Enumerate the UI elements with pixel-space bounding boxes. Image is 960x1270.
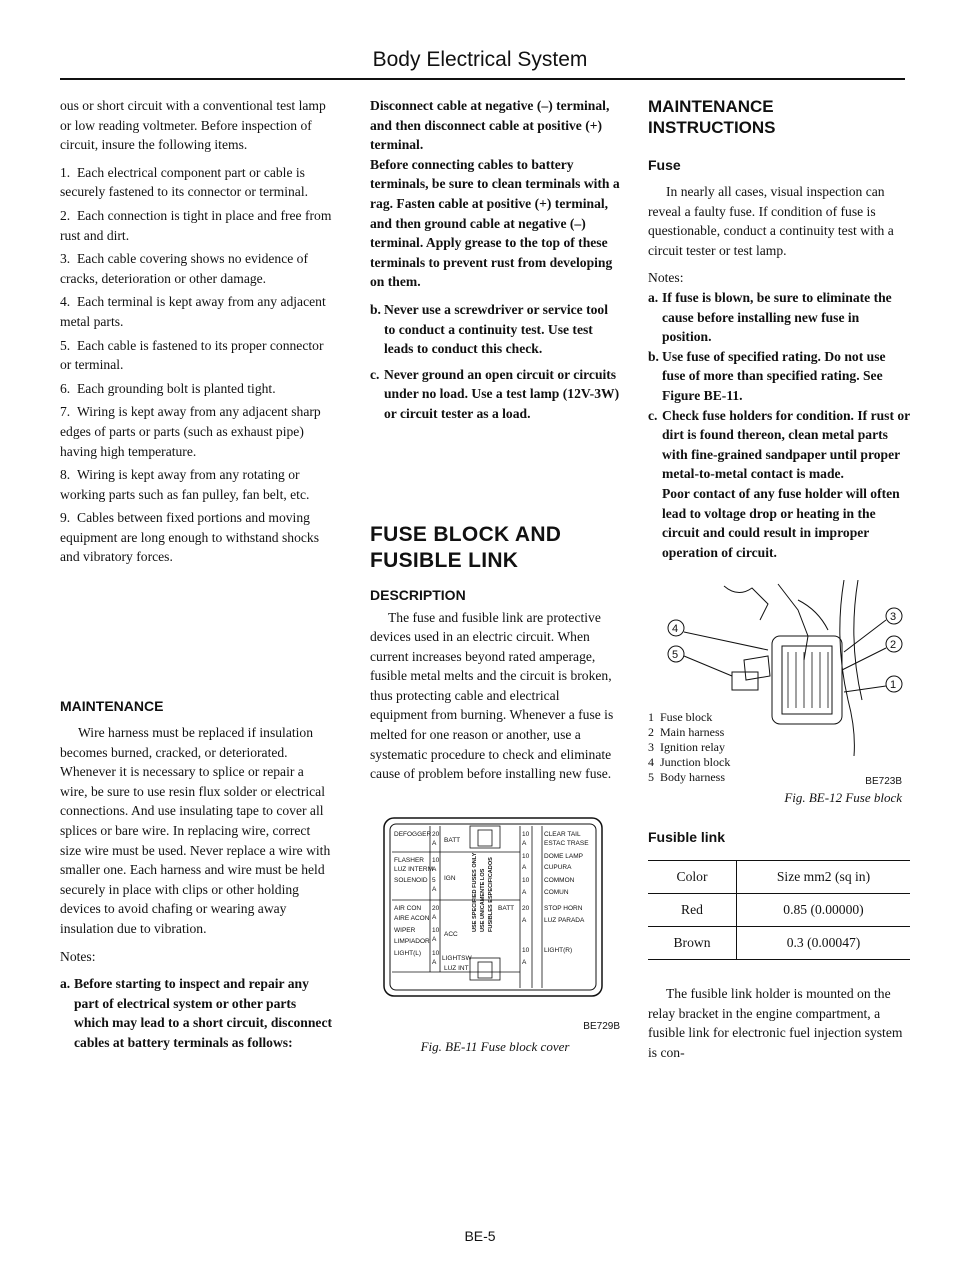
page-header: Body Electrical System: [372, 48, 588, 71]
list-item: 6. Each grounding bolt is planted tight.: [60, 380, 276, 396]
figure-caption: Fig. BE-12 Fuse block: [784, 790, 902, 806]
fuse-label: CUPURA: [544, 863, 572, 871]
fuse-block-figure: [648, 580, 910, 806]
maintenance-instructions-heading: MAINTENANCE INSTRUCTIONS: [648, 97, 776, 137]
fuse-unit: A: [432, 885, 437, 893]
maintenance-heading: MAINTENANCE: [60, 698, 164, 715]
note-c: c. Check fuse holders for condition. If rust or dirt is found thereon, clean metal parts with fine-grained sandpaper until proper metal-to-metal contact is made.: [648, 407, 910, 482]
warning-text: USE SPECIFIED FUSES ONLY: [472, 852, 478, 932]
list-item: 9. Cables between fixed portions and moving equipment are long enough to withstand shocks and vibratory forces.: [60, 510, 319, 565]
fuse-unit: A: [522, 888, 527, 896]
fusible-link-table: [648, 860, 910, 960]
fuse-unit: A: [522, 916, 527, 924]
fuse-unit: A: [432, 958, 437, 966]
legend-item: 1 Fuse block: [648, 710, 713, 725]
fuse-rating: 20: [432, 904, 440, 912]
fuse-unit: A: [432, 839, 437, 847]
notes-label: Notes:: [60, 948, 96, 964]
column-1: [60, 96, 332, 1053]
fuse-label: COMUN: [544, 888, 569, 896]
fuse-label: FLASHER: [394, 856, 424, 864]
fuse-rating: 10: [432, 949, 440, 957]
fuse-unit: A: [522, 839, 527, 847]
table-header-row: [648, 861, 910, 894]
note-c: c. Never ground an open circuit or circuits under no load. Use a test lamp (12V-3W) or circuit tester as a load.: [370, 366, 620, 421]
note-b: b. Never use a screwdriver or service tool to conduct a continuity test. Use test leads to conduct this check.: [370, 301, 608, 357]
fuse-label: DEFOGGER: [394, 830, 432, 838]
fuse-subheading: Fuse: [648, 157, 681, 173]
list-item: 4. Each terminal is kept away from any adjacent metal parts.: [60, 294, 326, 329]
intro-paragraph: ous or short circuit with a conventional test lamp or low reading voltmeter. Before inspection of circuit, insure the following items.: [60, 98, 326, 153]
fuse-rating: 10: [432, 856, 440, 864]
fuse-label: AIR CON: [394, 904, 422, 912]
fuse-label: LIGHT(L): [394, 949, 422, 957]
list-item: 3. Each cable covering shows no evidence of cracks, deterioration or other damage.: [60, 251, 309, 286]
fuse-unit: A: [522, 863, 527, 871]
table-row: [648, 927, 910, 960]
figure-legend: [648, 710, 730, 785]
power-label: BATT: [498, 904, 515, 912]
fuse-label: STOP HORN: [544, 904, 583, 912]
connect-paragraph: Before connecting cables to battery terminals, be sure to clean terminals with a rag. Fasten cable at positive (+) terminal, and then ground cable at negative (–) terminal. Apply grease to the top of these terminals to prevent rust from developing on them.: [370, 156, 620, 290]
fuse-label: DOME LAMP: [544, 852, 584, 860]
power-label: ACC: [444, 930, 458, 938]
callout-3: 3: [890, 611, 897, 624]
legend-item: 5 Body harness: [648, 770, 725, 785]
figure-code: BE723B: [865, 776, 902, 788]
fuse-label: CLEAR TAIL: [544, 830, 581, 838]
switch-label: LIGHTSW: [442, 954, 472, 962]
fuse-unit: A: [522, 958, 527, 966]
table-cell: 0.3 (0.00047): [737, 927, 911, 960]
fuse-rating: 20: [522, 904, 530, 912]
header-rule: [60, 78, 905, 80]
table-header: Color: [648, 861, 737, 894]
switch-label: LUZ INT: [444, 964, 469, 972]
fuse-label: LUZ PARADA: [544, 916, 585, 924]
description-paragraph: The fuse and fusible link are protective devices used in an electric circuit. When current increases beyond rated amperage, fusible metal melts and the circuit is broken, thus protecting cable and electrical equipment from burning. Whenever a fuse is melted for one reason or another, use a systematic procedure to check and eliminate cause of problem before installing new fuse.: [370, 609, 614, 782]
power-label: IGN: [444, 874, 456, 882]
fusible-link-paragraph: The fusible link holder is mounted on the relay bracket in the engine compartment, a fusible link for electronic fuel injection system is con-: [648, 986, 903, 1061]
warning-text: FUSIBLES ESPECIFICADOS: [488, 856, 494, 932]
table-cell: Brown: [648, 927, 737, 960]
fuse-unit: A: [432, 935, 437, 943]
warning-text: USE UNICAMENTE LOS: [480, 868, 486, 932]
fuse-block-cover-diagram: [370, 812, 620, 1012]
fuse-label: SOLENOID: [394, 876, 428, 884]
fuse-rating: 10: [432, 926, 440, 934]
table-cell: Red: [648, 894, 737, 927]
maintenance-paragraph: Wire harness must be replaced if insulation becomes burned, cracked, or deteriorated. Whenever it is necessary to splice or repair a wire, be sure to use resin flux solder or electrical connections. And use insulating tape to cover all splices or bare wire. In replacing wire, correct size wire must be used. Never replace a wire with smaller one. Each harness and wire must be held securely in place with clips or other holding devices to avoid chafing or wearing away insulation due to vibration.: [60, 725, 331, 936]
figure-code: BE729B: [583, 1021, 620, 1033]
legend-item: 3 Ignition relay: [648, 740, 725, 755]
fuse-label: ESTAC TRASE: [544, 839, 589, 847]
legend-item: 2 Main harness: [648, 725, 725, 740]
fuse-rating: 10: [522, 830, 530, 838]
fuse-label: LUZ INTERM: [394, 865, 433, 873]
fuse-label: COMMON: [544, 876, 575, 884]
table-cell: 0.85 (0.00000): [737, 894, 911, 927]
power-label: BATT: [444, 836, 461, 844]
note-a: a. If fuse is blown, be sure to eliminate the cause before installing new fuse in position.: [648, 289, 892, 345]
list-item: 1. Each electrical component part or cable is securely fastened to its connector or terminal.: [60, 164, 308, 200]
fusible-link-heading: Fusible link: [648, 829, 726, 846]
legend-item: 4 Junction block: [648, 755, 731, 770]
fuse-label: LIMPIADOR: [394, 937, 430, 945]
fuse-rating: 20: [432, 830, 440, 838]
fuse-rating: 10: [522, 876, 530, 884]
fuse-label: LIGHT(R): [544, 946, 573, 954]
section-heading: FUSE BLOCK AND FUSIBLE LINK: [370, 522, 562, 572]
column-2: [370, 96, 620, 1057]
table-header: Size mm2 (sq in): [737, 861, 911, 894]
description-heading: DESCRIPTION: [370, 586, 466, 603]
column-3: [648, 96, 910, 1071]
page-number: BE-5: [464, 1228, 496, 1244]
fuse-paragraph: In nearly all cases, visual inspection can reveal a faulty fuse. If condition of fuse is questionable, conduct a continuity test with a circuit tester or test lamp.: [648, 184, 894, 258]
fuse-unit: A: [432, 913, 437, 921]
note-a: a. Before starting to inspect and repair any part of electrical system or other parts which may lead to a short circuit, disconnect cables at battery terminals as follows:: [60, 976, 333, 1050]
callout-4: 4: [672, 623, 679, 636]
callout-1: 1: [890, 679, 897, 692]
list-item: 7. Wiring is kept away from any adjacent sharp edges of parts or parts (such as exhaust pipe) having high temperature.: [60, 404, 321, 459]
note-c-continued: Poor contact of any fuse holder will often lead to voltage drop or heating in the circuit and could result in improper operation of circuit.: [662, 485, 900, 560]
battery-procedure: [370, 96, 620, 292]
callout-2: 2: [890, 639, 897, 652]
disconnect-paragraph: Disconnect cable at negative (–) terminal, and then disconnect cable at positive (+) terminal.: [370, 98, 610, 153]
fuse-label: AIRE ACON: [394, 914, 430, 922]
figure-caption: Fig. BE-11 Fuse block cover: [420, 1039, 570, 1055]
list-item: 2. Each connection is tight in place and free from rust and dirt.: [60, 207, 332, 243]
fuse-unit: A: [432, 865, 437, 873]
fuse-label: WIPER: [394, 926, 416, 934]
fuse-rating: 5: [432, 876, 436, 884]
list-item: 5. Each cable is fastened to its proper connector or terminal.: [60, 337, 324, 373]
fuse-rating: 10: [522, 946, 530, 954]
callout-5: 5: [672, 649, 679, 662]
table-row: [648, 894, 910, 927]
notes-label: Notes:: [648, 270, 684, 286]
fuse-rating: 10: [522, 852, 530, 860]
list-item: 8. Wiring is kept away from any rotating or working parts such as fan pulley, fan belt, etc.: [60, 467, 310, 502]
checklist: [60, 163, 332, 567]
note-b: b. Use fuse of specified rating. Do not use fuse of more than specified rating. See Figure BE-11.: [648, 348, 886, 403]
fuse-block-cover-figure: [370, 812, 620, 1057]
